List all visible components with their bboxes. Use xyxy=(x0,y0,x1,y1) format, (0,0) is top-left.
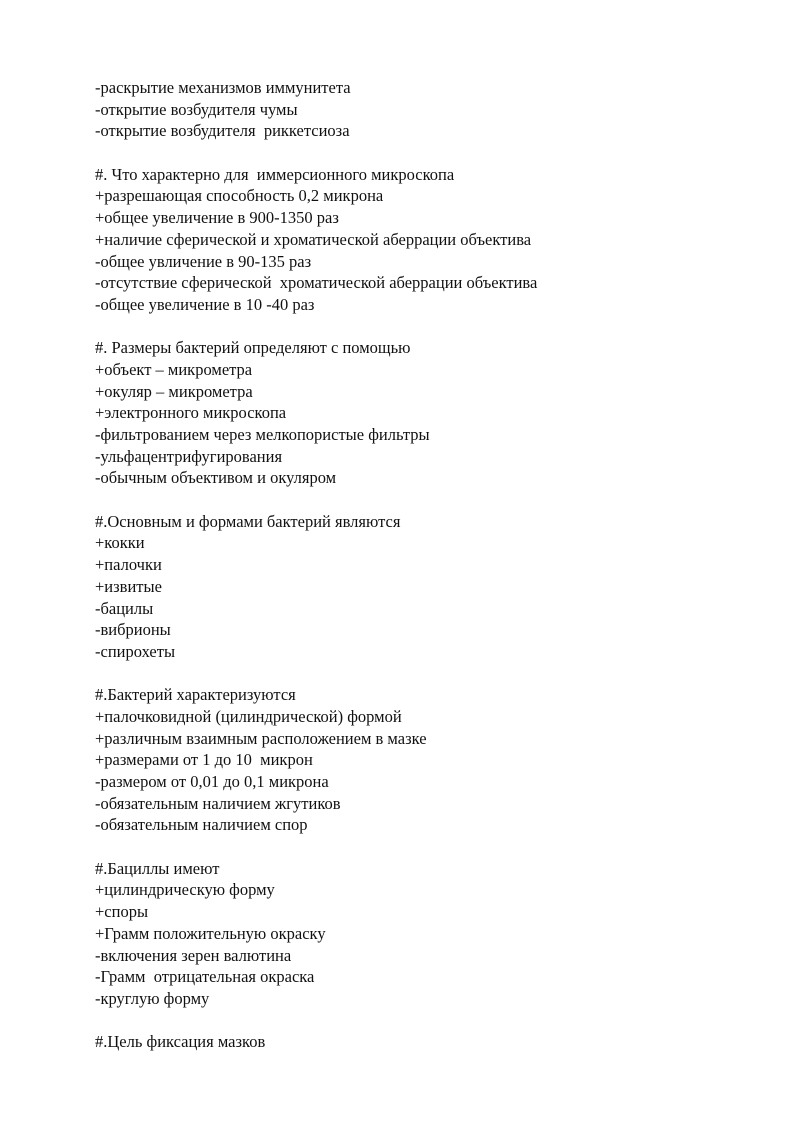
blank-line xyxy=(95,316,735,338)
answer-option: +размерами от 1 до 10 микрон xyxy=(95,750,313,770)
answer-option: -включения зерен валютина xyxy=(95,945,292,965)
blank-line xyxy=(95,663,735,685)
text-line: -открытие возбудителя риккетсиоза xyxy=(95,121,350,141)
text-line: -открытие возбудителя чумы xyxy=(95,99,298,119)
question-heading: #.Бациллы имеют xyxy=(95,858,220,878)
answer-option: -круглую форму xyxy=(95,988,210,1008)
question-heading: #.Основным и формами бактерий являются xyxy=(95,511,401,531)
blank-line xyxy=(95,836,735,858)
answer-option: +наличие сферической и хроматической аберрации объектива xyxy=(95,229,532,249)
answer-option: +цилиндрическую форму xyxy=(95,880,275,900)
blank-line xyxy=(95,142,735,164)
answer-option: -спирохеты xyxy=(95,641,176,661)
answer-option: +электронного микроскопа xyxy=(95,403,287,423)
answer-option: -обязательным наличием спор xyxy=(95,815,308,835)
answer-option: +извитые xyxy=(95,576,162,596)
question-heading: #.Цель фиксация мазков xyxy=(95,1032,266,1052)
answer-option: +палочки xyxy=(95,555,162,575)
blank-line xyxy=(95,1010,735,1032)
answer-option: +палочковидной (цилиндрической) формой xyxy=(95,706,402,726)
answer-option: -общее увеличение в 10 -40 раз xyxy=(95,294,315,314)
answer-option: +объект – микрометра xyxy=(95,359,253,379)
answer-option: -фильтрованием через мелкопористые фильтры xyxy=(95,425,430,444)
answer-option: +кокки xyxy=(95,533,145,553)
text-line: -раскрытие механизмов иммунитета xyxy=(95,78,351,97)
answer-option: +окуляр – микрометра xyxy=(95,381,253,401)
question-heading: #. Что характерно для иммерсионного микроскопа xyxy=(95,164,455,184)
answer-option: -бацилы xyxy=(95,598,154,618)
question-heading: #.Бактерий характеризуются xyxy=(95,685,296,705)
blank-line xyxy=(95,489,735,511)
question-heading: #. Размеры бактерий определяют с помощью xyxy=(95,338,411,358)
answer-option: -обязательным наличием жгутиков xyxy=(95,793,341,813)
answer-option: -общее увличение в 90-135 раз xyxy=(95,251,312,271)
answer-option: +разрешающая способность 0,2 микрона xyxy=(95,186,384,206)
answer-option: -отсутствие сферической хроматической аберрации объектива xyxy=(95,273,538,293)
answer-option: +общее увеличение в 900-1350 раз xyxy=(95,208,339,228)
answer-option: -размером от 0,01 до 0,1 микрона xyxy=(95,772,329,791)
answer-option: -ульфацентрифугирования xyxy=(95,446,283,466)
answer-option: -Грамм отрицательная окраска xyxy=(95,967,315,987)
answer-option: -обычным объективом и окуляром xyxy=(95,468,337,488)
answer-option: -вибрионы xyxy=(95,620,171,640)
document-body xyxy=(95,77,735,1053)
answer-option: +различным взаимным расположением в мазке xyxy=(95,728,427,748)
answer-option: +споры xyxy=(95,902,149,922)
answer-option: +Грамм положительную окраску xyxy=(95,923,326,943)
